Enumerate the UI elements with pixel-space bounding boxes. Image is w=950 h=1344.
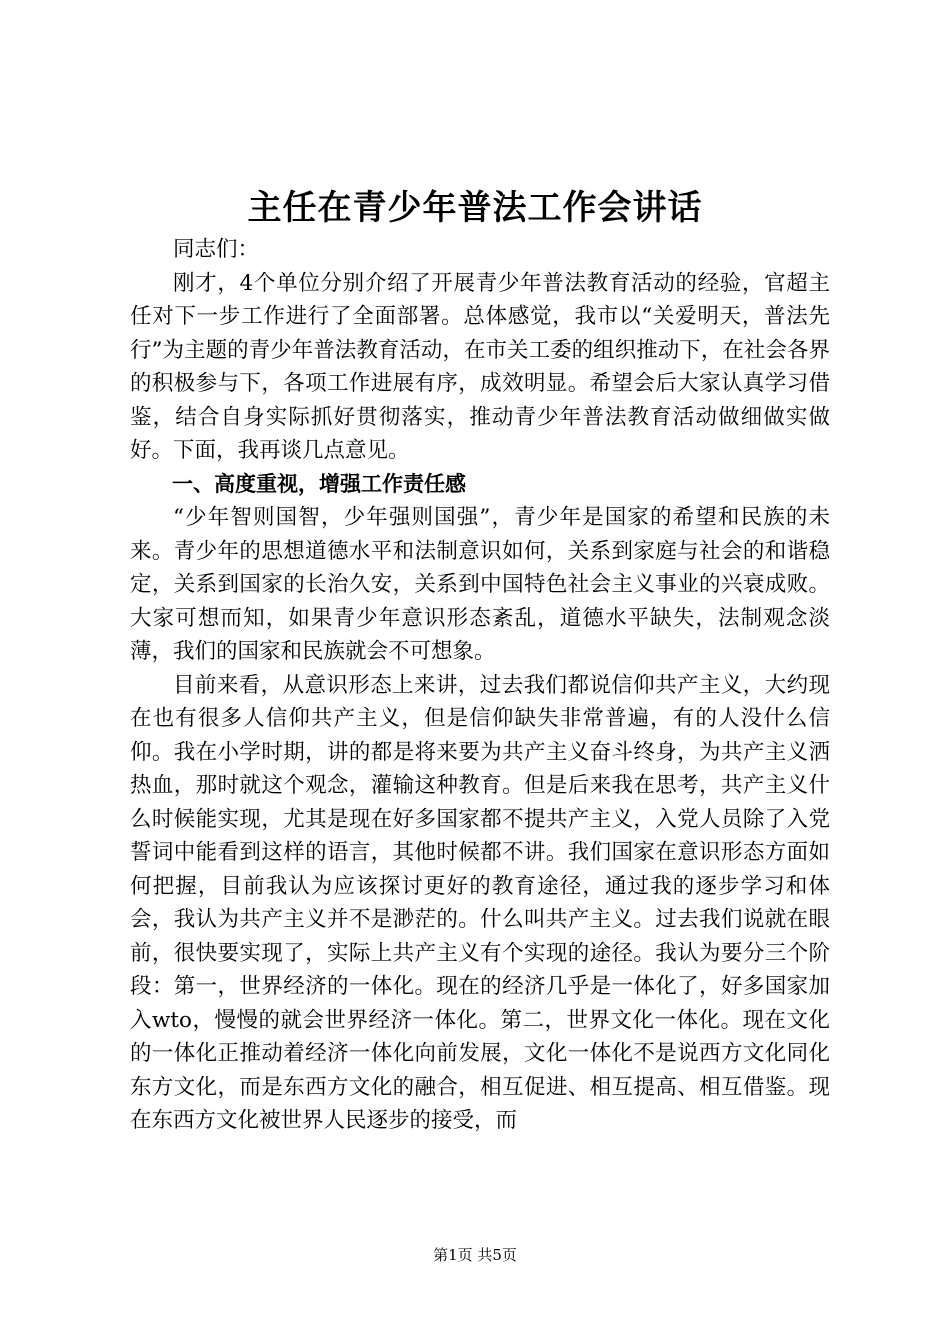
- salutation: 同志们：: [173, 237, 260, 262]
- page-footer: 第1页 共5页: [433, 1246, 517, 1264]
- paragraph-ideology: 目前来看，从意识形态上来讲，过去我们都说信仰共产主义，大约现在也有很多人信仰共产主义，但是信仰缺失非常普遍，有的人没什么信仰。我在小学时期，讲的都是将来要为共产主义奋斗终身，为共产主义洒热血，那时就这个观念，灌输这种教育。但是后来我在思考，共产主义什么时候能实现，尤其是现在好多国家都不提共产主义，入党人员除了入党誓词中能看到这样的语言，其他时候都不讲。我们国家在意识形态方面如何把握，目前我认为应该探讨更好的教育途径，通过我的逐步学习和体会，我认为共产主义并不是渺茫的。什么叫共产主义。过去我们说就在眼前，很快要实现了，实际上共产主义有个实现的途径。我认为要分三个阶段：第一，世界经济的一体化。现在的经济几乎是一体化了，好多国家加入wto，慢慢的就会世界经济一体化。第二，世界文化一体化。现在文化的一体化正推动着经济一体化向前发展，文化一体化不是说西方文化同化东方文化，而是东西方文化的融合，相互促进、相互提高、相互借鉴。现在东西方文化被世界人民逐步的接受，而: [130, 672, 830, 1133]
- section-heading-1: 一、高度重视，增强工作责任感: [172, 471, 466, 496]
- paragraph-youth-importance: “少年智则国智，少年强则国强”，青少年是国家的希望和民族的未来。青少年的思想道德水平和法制意识如何，关系到家庭与社会的和谐稳定，关系到国家的长治久安，关系到中国特色社会主义事业的兴衰成败。大家可想而知，如果青少年意识形态紊乱，道德水平缺失，法制观念淡薄，我们的国家和民族就会不可想象。: [130, 505, 830, 664]
- paragraph-intro: 刚才，4个单位分别介绍了开展青少年普法教育活动的经验，官超主任对下一步工作进行了全面部署。总体感觉，我市以“关爱明天，普法先行”为主题的青少年普法教育活动，在市关工委的组织推动下，在社会各界的积极参与下，各项工作进展有序，成效明显。希望会后大家认真学习借鉴，结合自身实际抓好贯彻落实，推动青少年普法教育活动做细做实做好。下面，我再谈几点意见。: [130, 270, 830, 463]
- document-body: [130, 233, 830, 1138]
- document-title: 主任在青少年普法工作会讲话: [247, 188, 703, 228]
